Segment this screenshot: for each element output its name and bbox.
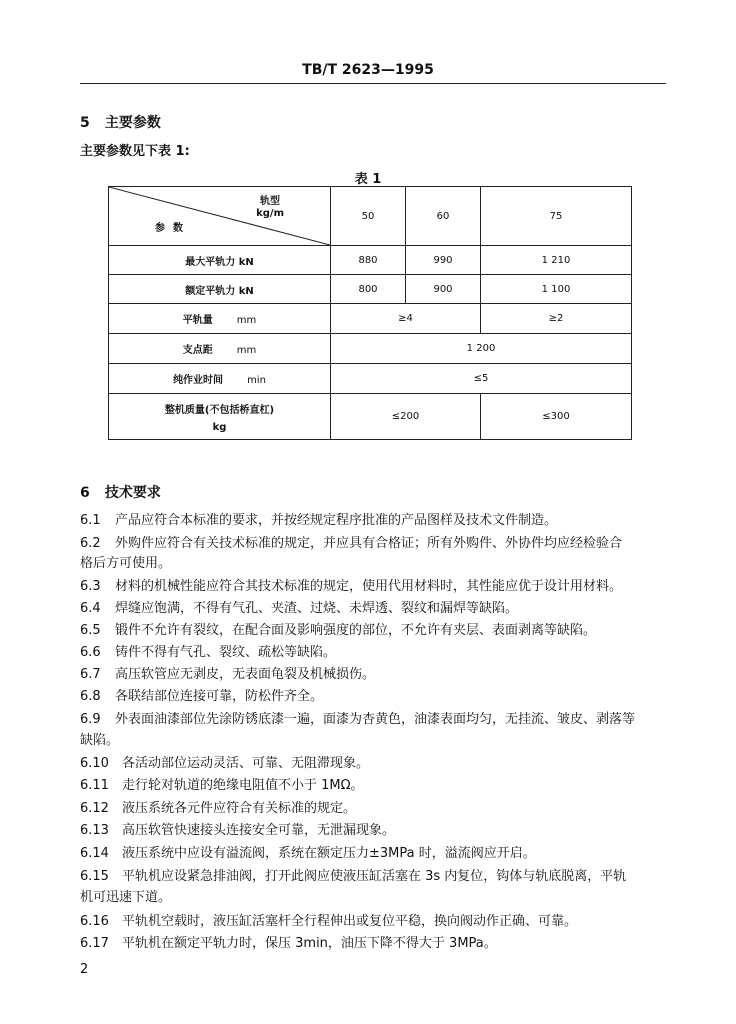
row-label: [109, 304, 331, 334]
table-row: [109, 275, 632, 304]
section-6-title: 技术要求: [104, 485, 161, 501]
section-5-title: 主要参数: [104, 115, 161, 131]
table-cell: ≤5: [331, 364, 632, 394]
row-label: 最大平轨力 kN: [109, 246, 331, 275]
list-item: [80, 778, 109, 794]
page-number: 2: [80, 962, 89, 977]
item-text-continued: 缺陷。: [80, 733, 120, 748]
item-text: 平轨机应设紧急排油阀，打开此阀应使液压缸活塞在 3s 内复位，钩体与轨底脱离，平轨: [122, 869, 627, 884]
diagonal-divider: [109, 187, 330, 245]
item-text: 各活动部位运动灵活、可靠、无阻滞现象。: [122, 756, 370, 771]
item-text: 焊缝应饱满，不得有气孔、夹渣、过烧、未焊透、裂纹和漏焊等缺陷。: [115, 601, 519, 616]
item-text: 液压系统中应设有溢流阀，系统在额定压力±3MPa 时，溢流阀应开启。: [122, 846, 536, 861]
list-item: [80, 689, 101, 705]
row-label: [109, 364, 331, 394]
item-text-continued: 机可迅速下道。: [80, 890, 172, 905]
list-item: [80, 869, 109, 885]
table-cell: 990: [406, 246, 481, 275]
item-text: 外购件应符合有关技术标准的规定，并应具有合格证；所有外购件、外协件均应经检验合: [115, 536, 623, 551]
item-number: 6.10: [80, 756, 109, 771]
item-number: 6.16: [80, 914, 109, 929]
table-corner-header: [109, 187, 331, 246]
table-row: [109, 246, 632, 275]
row-label-text: 纯作业时间: [173, 375, 224, 386]
section-5-heading: [80, 112, 161, 132]
item-number: 6.9: [80, 712, 101, 727]
table-row: [109, 334, 632, 364]
item-number: 6.1: [80, 513, 101, 528]
section-5-intro: 主要参数见下表 1:: [80, 144, 190, 159]
row-label-line1: 整机质量(不包括桥直杠): [164, 404, 275, 416]
item-text: 平轨机在额定平轨力时，保压 3min，油压下降不得大于 3MPa。: [122, 936, 497, 951]
item-text: 高压软管应无剥皮，无表面龟裂及机械损伤。: [115, 667, 376, 682]
list-item: [80, 936, 109, 952]
row-label-text: 平轨量: [182, 315, 213, 326]
list-item: [80, 513, 101, 529]
table-cell: ≥4: [331, 304, 481, 334]
parameters-table: [108, 186, 632, 440]
table-row: [109, 394, 632, 440]
item-number: 6.6: [80, 645, 101, 660]
item-text: 锻件不允许有裂纹，在配合面及影响强度的部位，不允许有夹层、表面剥离等缺陷。: [115, 623, 597, 638]
item-text: 外表面油漆部位先涂防锈底漆一遍，面漆为杏黄色，油漆表面均匀，无挂流、皱皮、剥落等: [115, 712, 636, 727]
table-cell: 900: [406, 275, 481, 304]
row-unit: mm: [236, 345, 257, 356]
item-number: 6.11: [80, 778, 109, 793]
item-text: 各联结部位连接可靠，防松件齐全。: [115, 689, 324, 704]
item-text: 铸件不得有气孔、裂纹、疏松等缺陷。: [115, 645, 337, 660]
row-label-line2: kg: [212, 421, 227, 433]
row-unit: mm: [236, 315, 257, 326]
item-text: 材料的机械性能应符合其技术标准的规定，使用代用材料时，其性能应优于设计用材料。: [115, 579, 623, 594]
table-row: [109, 304, 632, 334]
item-text: 平轨机空载时，液压缸活塞杆全行程伸出或复位平稳，换向阀动作正确、可靠。: [122, 914, 578, 929]
corner-rail-unit: kg/m: [256, 208, 284, 219]
table-cell: 880: [331, 246, 406, 275]
list-item: [80, 579, 101, 595]
table-row: [109, 364, 632, 394]
col-header-75: 75: [481, 187, 632, 246]
item-text-continued: 格后方可使用。: [80, 556, 172, 571]
header-rule: [80, 83, 666, 84]
item-number: 6.8: [80, 689, 101, 704]
corner-parameter: 参数: [155, 223, 191, 234]
list-item: [80, 623, 101, 639]
item-text: 产品应符合本标准的要求，并按经规定程序批准的产品图样及技术文件制造。: [115, 513, 558, 528]
item-number: 6.12: [80, 801, 109, 816]
table-caption: 表 1: [354, 172, 382, 187]
table-cell: 800: [331, 275, 406, 304]
table-cell: 1 100: [481, 275, 632, 304]
col-header-60: 60: [406, 187, 481, 246]
section-6-number: 6: [80, 485, 90, 501]
item-number: 6.14: [80, 846, 109, 861]
list-item: [80, 712, 101, 728]
list-item: [80, 667, 101, 683]
list-item: [80, 756, 109, 772]
item-number: 6.5: [80, 623, 101, 638]
list-item: [80, 601, 101, 617]
item-number: 6.7: [80, 667, 101, 682]
section-6-heading: [80, 482, 161, 502]
item-number: 6.15: [80, 869, 109, 884]
list-item: [80, 801, 109, 817]
list-item: [80, 846, 109, 862]
table-cell: 1 200: [331, 334, 632, 364]
section-5-number: 5: [80, 115, 90, 131]
item-number: 6.2: [80, 536, 101, 551]
row-label-text: 支点距: [182, 345, 213, 356]
list-item: [80, 823, 109, 839]
item-number: 6.4: [80, 601, 101, 616]
table-cell: ≤300: [481, 394, 632, 440]
item-number: 6.3: [80, 579, 101, 594]
document-code-header: TB/T 2623—1995: [302, 62, 434, 78]
list-item: [80, 914, 109, 930]
row-label: 额定平轨力 kN: [109, 275, 331, 304]
list-item: [80, 536, 101, 552]
col-header-50: 50: [331, 187, 406, 246]
row-label: [109, 334, 331, 364]
item-text: 走行轮对轨道的绝缘电阻值不小于 1MΩ。: [122, 778, 364, 793]
list-item: [80, 645, 101, 661]
corner-rail-type: 轨型: [260, 196, 281, 207]
table-cell: ≥2: [481, 304, 632, 334]
item-text: 高压软管快速接头连接安全可靠，无泄漏现象。: [122, 823, 396, 838]
table-cell: ≤200: [331, 394, 481, 440]
item-number: 6.13: [80, 823, 109, 838]
item-text: 液压系统各元件应符合有关标准的规定。: [122, 801, 357, 816]
item-number: 6.17: [80, 936, 109, 951]
row-unit: min: [247, 375, 266, 386]
table-cell: 1 210: [481, 246, 632, 275]
row-label: [109, 394, 331, 440]
